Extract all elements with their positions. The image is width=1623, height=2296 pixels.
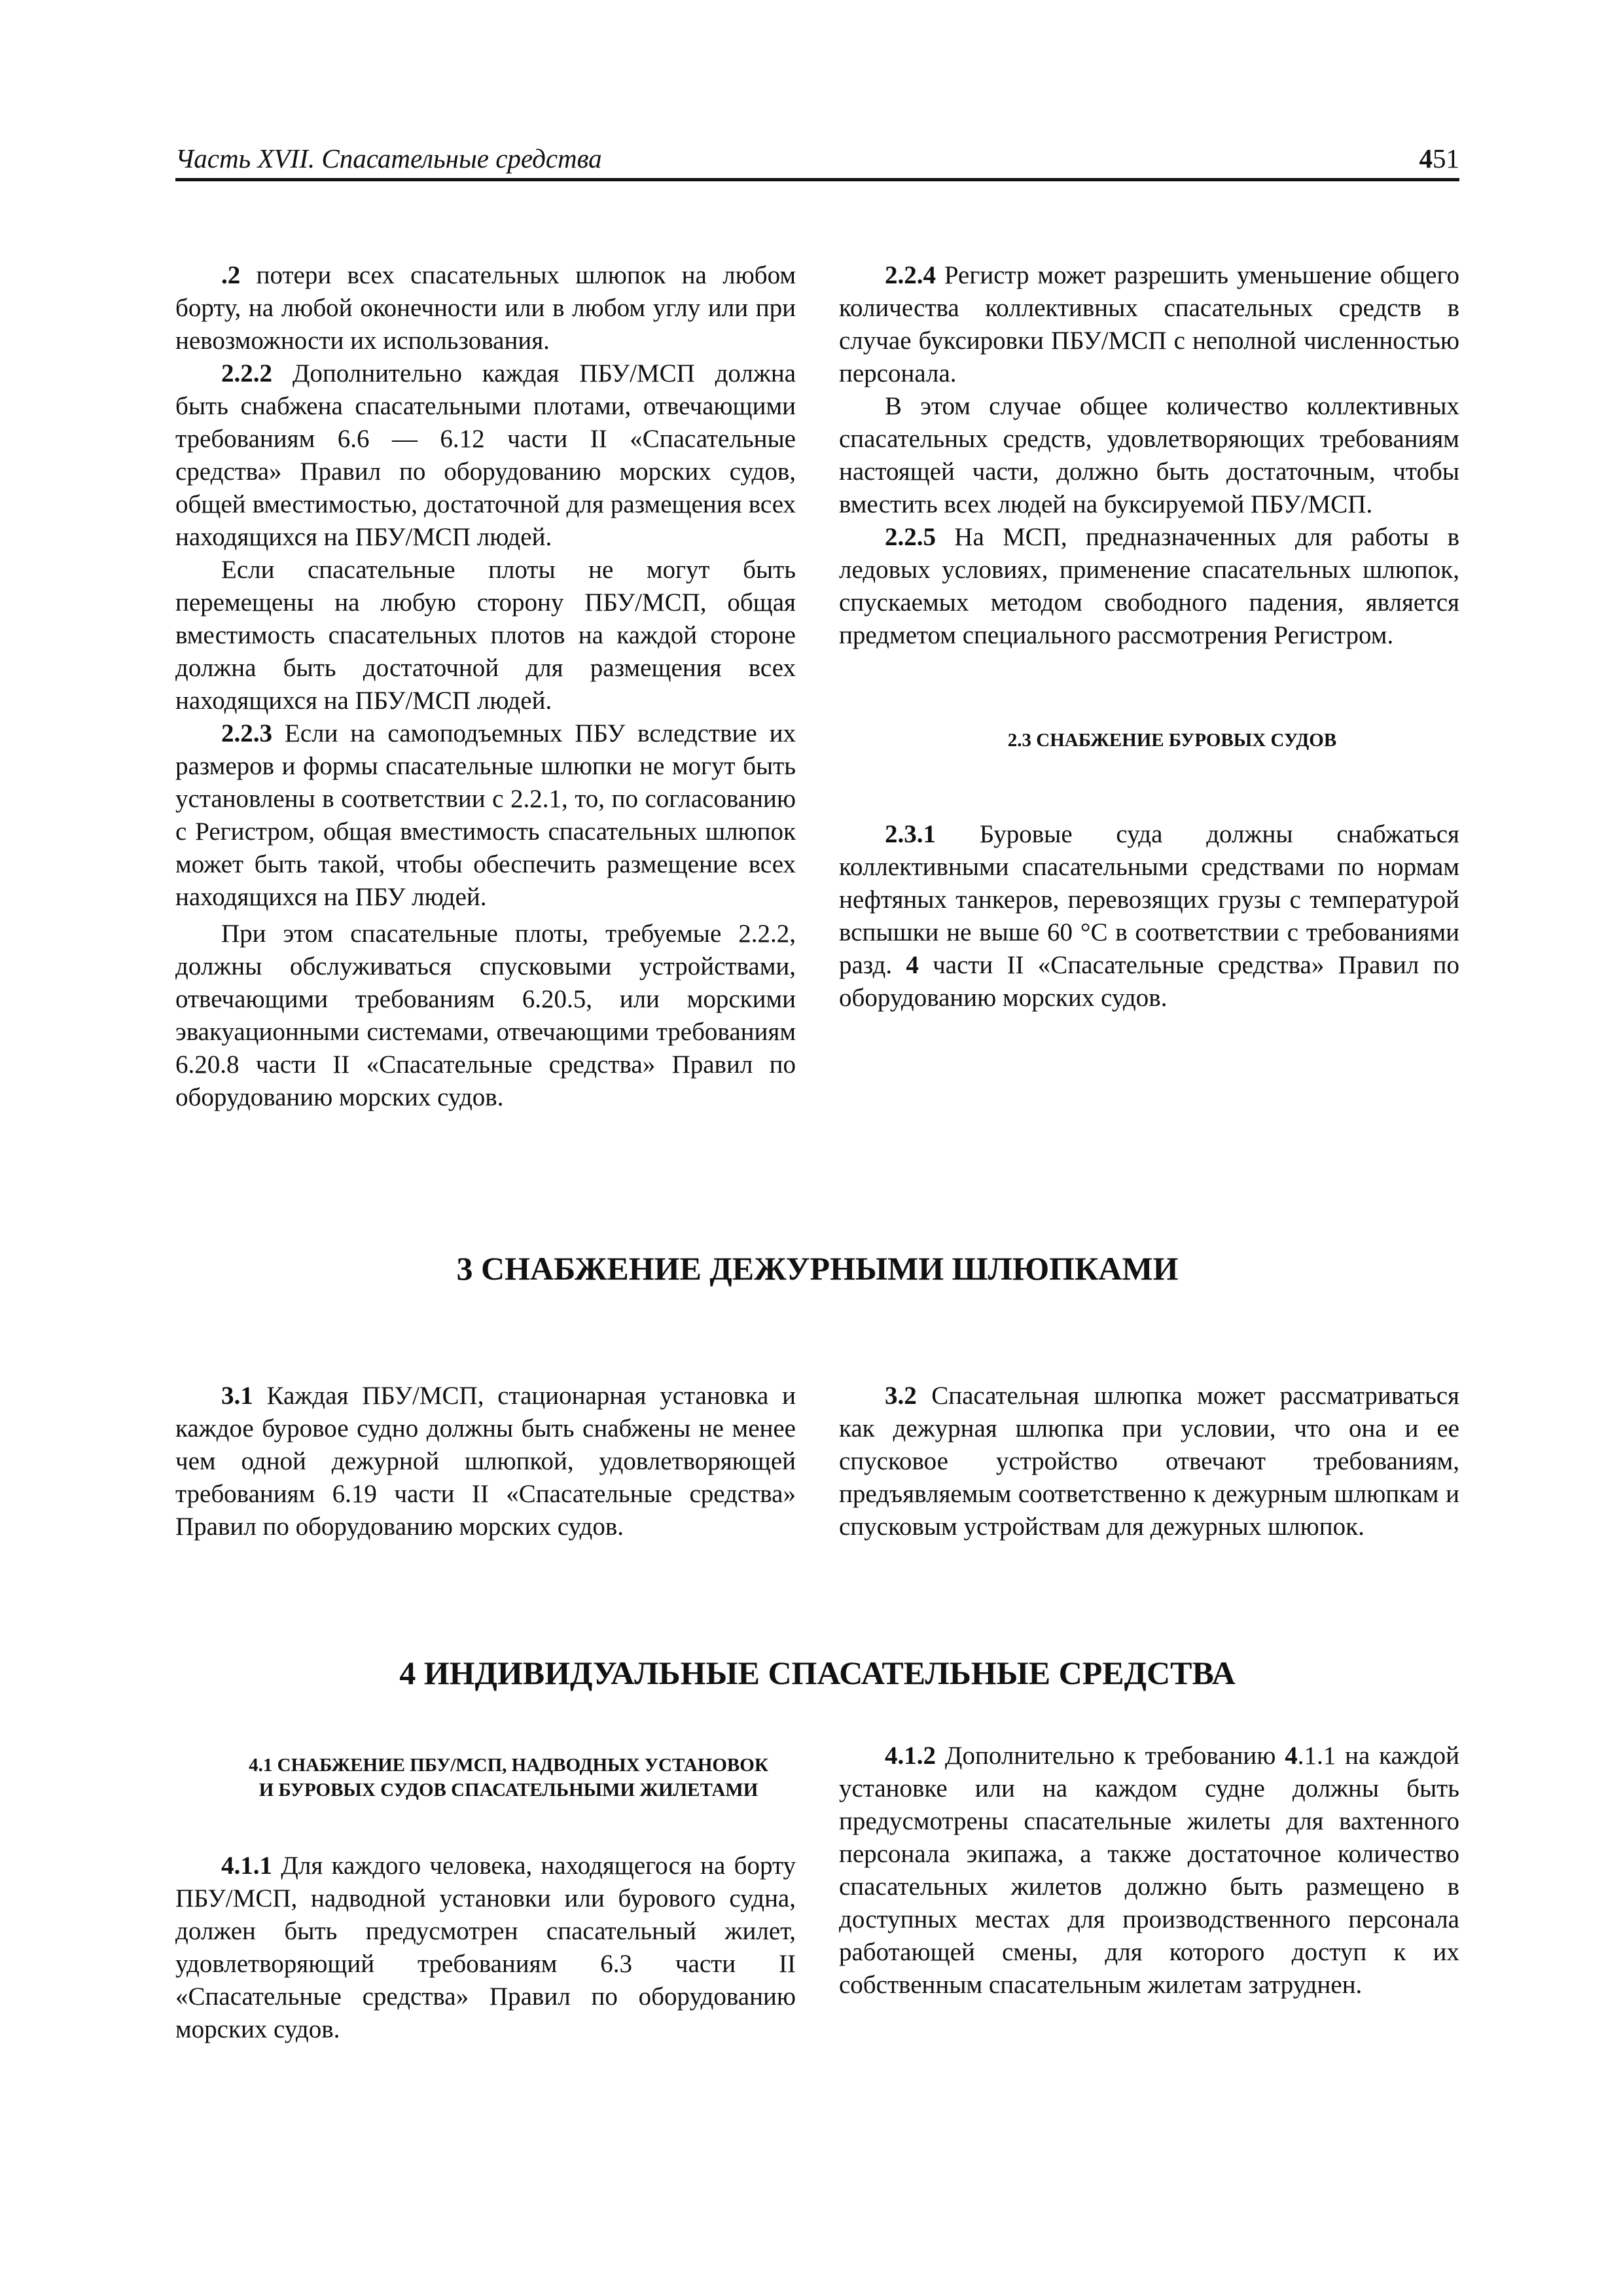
paragraph-number: 2.2.4 bbox=[885, 261, 936, 289]
paragraph bbox=[175, 1850, 796, 2046]
section-reference: 4 bbox=[1285, 1742, 1298, 1770]
paragraph-number: 4.1.1 bbox=[221, 1852, 272, 1880]
running-header bbox=[175, 139, 1459, 178]
paragraph-number: .2 bbox=[221, 261, 241, 289]
page-number bbox=[1419, 139, 1460, 178]
paragraph-text: Для каждого человека, находящегося на борту ПБУ/МСП, надводной установки или бурового судна, должен быть предусмотрен спасательный жилет, удовлетворяющий требованиям 6.3 части II «Спасательные средства» Правил по оборудованию морских судов. bbox=[175, 1852, 796, 2043]
paragraph-text: Дополнительно к требованию bbox=[936, 1742, 1285, 1770]
section3-right-column bbox=[839, 1380, 1459, 1543]
section4-left-column bbox=[175, 1753, 796, 2046]
paragraph-number: 2.2.5 bbox=[885, 523, 936, 551]
paragraph bbox=[839, 1380, 1459, 1543]
paragraph-text: Буровые суда должны снабжаться коллективными спасательными средствами по нормам нефтяных танкеров, перевозящих грузы с температурой вспышки не выше 60 °С в соответствии с требованиями разд. bbox=[839, 820, 1459, 979]
section3-title: 3 СНАБЖЕНИЕ ДЕЖУРНЫМИ ШЛЮПКАМИ bbox=[456, 1250, 1179, 1287]
paragraph-number: 4.1.2 bbox=[885, 1742, 936, 1770]
paragraph-text: потери всех спасательных шлюпок на любом борту, на любой оконечности или в любом углу или при невозможности их использования. bbox=[175, 261, 796, 355]
paragraph-number: 3.2 bbox=[885, 1382, 917, 1410]
paragraph: Если спасательные плоты не могут быть перемещены на любую сторону ПБУ/МСП, общая вместимость спасательных плотов на каждой стороне должна быть достаточной для размещения всех находящихся на ПБУ/МСП людей. bbox=[175, 556, 796, 715]
paragraph-text: Регистр может разрешить уменьшение общего количества коллективных спасательных средств в случае буксировки ПБУ/МСП с неполной численностью персонала. bbox=[839, 261, 1459, 387]
paragraph-number: 2.3.1 bbox=[885, 820, 936, 848]
section2-right-column bbox=[839, 259, 1459, 1014]
paragraph bbox=[175, 357, 796, 554]
paragraph-number: 2.2.2 bbox=[221, 359, 272, 387]
paragraph bbox=[839, 521, 1459, 652]
subsection-title: 2.3 СНАБЖЕНИЕ БУРОВЫХ СУДОВ bbox=[1007, 730, 1337, 751]
section2-left-column bbox=[175, 259, 796, 1114]
paragraph bbox=[175, 717, 796, 914]
paragraph bbox=[839, 259, 1459, 390]
section-reference: 4 bbox=[906, 951, 919, 979]
paragraph-text: Если на самоподъемных ПБУ вследствие их размеров и формы спасательные шлюпки не могут быть установлены в соответствии с 2.2.1, то, по согласованию с Регистром, общая вместимость спасательных шлюпок может быть такой, чтобы обеспечить размещение всех находящихся на ПБУ людей. bbox=[175, 719, 796, 911]
section4-title: 4 ИНДИВИДУАЛЬНЫЕ СПАСАТЕЛЬНЫЕ СРЕДСТВА bbox=[399, 1655, 1236, 1691]
paragraph-text: Дополнительно каждая ПБУ/МСП должна быть снабжена спасательными плотами, отвечающими требованиям 6.6 — 6.12 части II «Спасательные средства» Правил по оборудованию морских судов, общей вместимостью, достаточной для размещения всех находящихся на ПБУ/МСП людей. bbox=[175, 359, 796, 551]
page-number-rest: 51 bbox=[1433, 143, 1459, 173]
paragraph-number: 2.2.3 bbox=[221, 719, 272, 747]
paragraph-text: На МСП, предназначенных для работы в ледовых условиях, применение спасательных шлюпок, спускаемых методом свободного падения, является предметом специального рассмотрения Регистром. bbox=[839, 523, 1459, 649]
paragraph: В этом случае общее количество коллективных спасательных средств, удовлетворяющих требованиям настоящей части, должно быть достаточным, чтобы вместить всех людей на буксируемой ПБУ/МСП. bbox=[839, 392, 1459, 518]
subsection-title-line2: И БУРОВЫХ СУДОВ СПАСАТЕЛЬНЫМИ ЖИЛЕТАМИ bbox=[259, 1780, 758, 1801]
paragraph bbox=[839, 818, 1459, 1014]
paragraph-text: Спасательная шлюпка может рассматриваться как дежурная шлюпка при условии, что она и ее спусковое устройство отвечают требованиям, предъявляемым соответственно к дежурным шлюпкам и спусковым устройствам для дежурных шлюпок. bbox=[839, 1382, 1459, 1541]
paragraph-text: части II «Спасательные средства» Правил по оборудованию морских судов. bbox=[839, 951, 1459, 1012]
page-number-bold: 4 bbox=[1419, 143, 1433, 173]
paragraph: При этом спасательные плоты, требуемые 2.2.2, должны обслуживаться спусковыми устройствами, отвечающими требованиям 6.20.5, или морскими эвакуационными системами, отвечающими требованиям 6.20.8 части II «Спасательные средства» Правил по оборудованию морских судов. bbox=[175, 920, 796, 1111]
paragraph-text: Каждая ПБУ/МСП, стационарная установка и каждое буровое судно должны быть снабжены не менее чем одной дежурной шлюпкой, удовлетворяющей требованиям 6.19 части II «Спасательные средства» Правил по оборудованию морских судов. bbox=[175, 1382, 796, 1541]
paragraph-text: .1.1 на каждой установке или на каждом судне должны быть предусмотрены спасательные жилеты для вахтенного персонала экипажа, а также достаточное количество спасательных жилетов должно быть размещено в доступных местах для производственного персонала работающей смены, для которого доступ к их собственным спасательным жилетам затруднен. bbox=[839, 1742, 1459, 1999]
subsection-title-line1: 4.1 СНАБЖЕНИЕ ПБУ/МСП, НАДВОДНЫХ УСТАНОВОК bbox=[249, 1755, 768, 1776]
paragraph bbox=[839, 1740, 1459, 2001]
section4-right-column bbox=[839, 1740, 1459, 2001]
section3-left-column bbox=[175, 1380, 796, 1543]
paragraph bbox=[175, 259, 796, 357]
paragraph bbox=[175, 1380, 796, 1543]
running-title: Часть XVII. Спасательные средства bbox=[175, 143, 602, 173]
header-rule bbox=[175, 178, 1459, 181]
paragraph-number: 3.1 bbox=[221, 1382, 253, 1410]
